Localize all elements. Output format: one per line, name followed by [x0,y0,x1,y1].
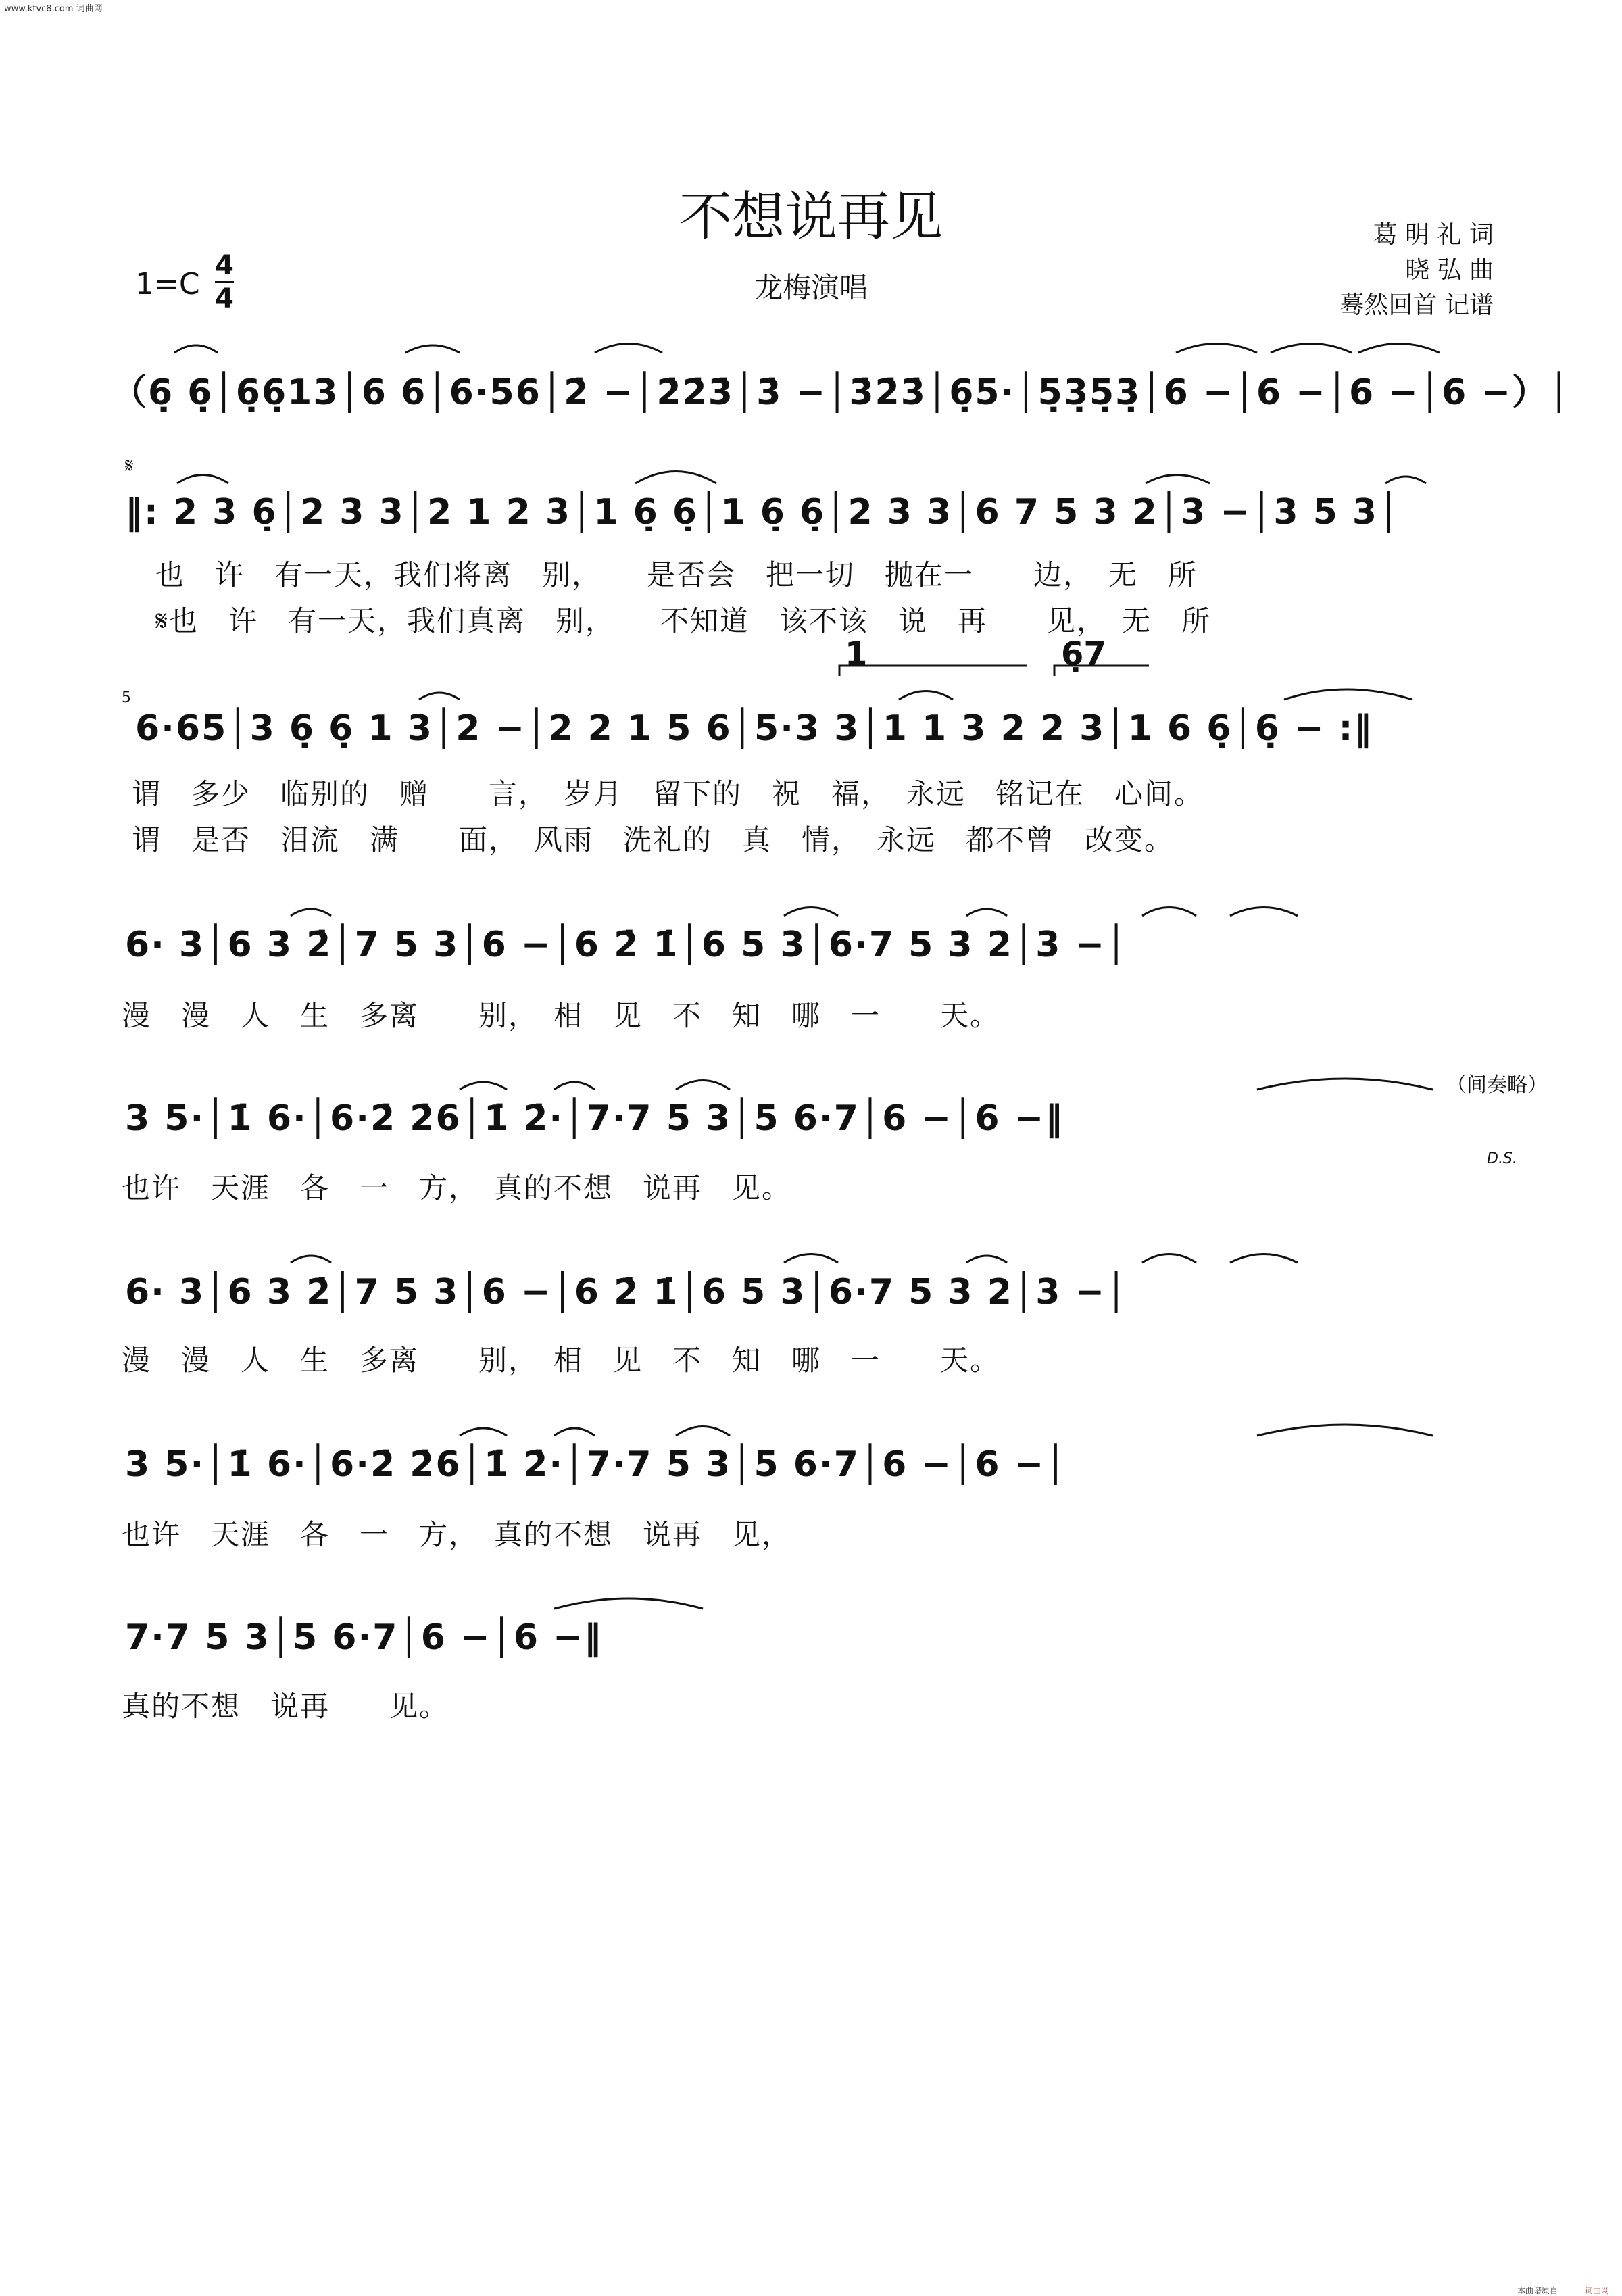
system-8-notes: 7·7 5 3│5 6·7│6 −│6 −‖ [125,1617,603,1658]
key-signature: 1=C [135,267,200,301]
slur [966,909,1007,916]
footer-source-note: 本曲谱原自 [1517,2286,1558,2295]
system-5-lyrics: 也许 天涯 各 一 方， 真的不想 说再 见。 [122,1171,792,1204]
volta-bracket-1 [839,666,1027,676]
ds-marking: D.S. [1487,1150,1517,1167]
volta-brackets [839,666,1149,676]
system-8-lyrics: 真的不想 说再 见。 [122,1690,449,1723]
system-3-lyrics-verse-1: 谓 多少 临别的 赠 言， 岁月 留下的 祝 福， 永远 铭记在 心间。 [132,777,1204,810]
system-6-lyrics: 漫 漫 人 生 多离 别， 相 见 不 知 哪 一 天。 [122,1344,1000,1377]
system-1-notes: （6̣ 6̣│6̣6̣13│6 6│6·56│2̇ −│2̇2̇3̇│3̇ −│3̇2̇3̇│6̣5·│5̣3̣5̣3̣│6 −│6 −│6 −│6 −）│ [112,372,1571,413]
slur [676,1081,730,1090]
system-3-notes: 6·65│3 6̣ 6̣ 1 3│2 −│2 2 1 5 6│5·3 3│1 1 3 2 2 3│1 6 6̣│6̣ − :‖ [135,708,1373,749]
lyricist-credit: 葛 明 礼 词 [1373,221,1494,249]
slur [406,345,460,353]
system-5-notes: 3 5·│1̇ 6·│6·2̇ 2̇6│1̇ 2̇·│7·7 5 3│5 6·7│6 −│6 −‖ [125,1098,1064,1139]
composer-credit: 晓 弘 曲 [1405,256,1494,284]
slur [554,1598,703,1609]
system-3-lyrics-verse-2: 谓 是否 泪流 满 面， 风雨 洗礼的 真 情， 永远 都不曾 改变。 [132,823,1175,856]
slur [1385,477,1426,483]
slur [554,1082,595,1090]
system-2-lyrics-verse-2: 𝄋也 许 有一天，我们真离 别， 不知道 该不该 说 再 见， 无 所 [155,604,1212,637]
volta-1-label: 1 [845,635,868,673]
slur [1146,475,1210,484]
slur [676,1427,730,1436]
system-2-lyrics-verse-1: 也 许 有一天，我们将离 别， 是否会 把一切 抛在一 边， 无 所 [155,558,1198,591]
slur [1176,344,1257,353]
volta-2-label: 6̣7 [1061,635,1106,673]
slur [1358,344,1440,353]
site-watermark: www.ktvc8.com 词曲网 [4,4,103,14]
system-4-lyrics: 漫 漫 人 生 多离 别， 相 见 不 知 哪 一 天。 [122,999,1000,1032]
system-6-notes: 6· 3│6 3 2̇│7 5 3│6 −│6 2̇ 1̇│6 5 3│6·7 5 3 2│3 −│ [125,1272,1129,1313]
singer-credit: 龙梅演唱 [754,271,868,304]
slur [1142,1254,1196,1263]
grace-note-mark: 5 [122,689,131,706]
slur [1230,1254,1298,1263]
slur [1257,1425,1433,1436]
slur [554,1428,595,1436]
interlude-note: （间奏略） [1446,1073,1548,1097]
slur [635,472,716,484]
system-7-lyrics: 也许 天涯 各 一 方， 真的不想 说再 见， [122,1518,792,1551]
slur [1284,689,1412,700]
system-2-notes: ‖: 2 3 6̣│2 3 3│2 1 2 3│1 6̣ 6̣│1 6̣ 6̣│2 3 3│6 7 5 3 2│3 −│3 5 3│ [125,492,1401,533]
slur [1230,908,1298,917]
system-7-notes: 3 5·│1̇ 6·│6·2̇ 2̇6│1̇ 2̇·│7·7 5 3│5 6·7│6 −│6 −│ [125,1444,1068,1485]
slur [1257,1079,1433,1090]
volta-bracket-2 [1054,666,1149,676]
slur [784,908,838,917]
system-4-notes: 6· 3│6 3 2̇│7 5 3│6 −│6 2̇ 1̇│6 5 3│6·7 5 3 2│3 −│ [125,925,1129,965]
slur [595,344,662,353]
slur [174,345,218,353]
slur [177,475,228,484]
slur [899,691,953,700]
slur [291,909,331,916]
slur [784,1254,838,1263]
slur [291,1256,331,1263]
time-signature-top: 4 [215,250,234,281]
song-title: 不想说再见 [679,187,943,247]
slur [1142,908,1196,917]
segno-sign: 𝄋 [125,454,134,478]
slur [460,1428,507,1436]
slur [419,693,460,700]
footer-site-logo: 词曲网 [1585,2286,1610,2295]
transcriber-credit: 蓦然回首 记谱 [1340,291,1494,319]
slur [966,1256,1007,1263]
time-signature-bottom: 4 [215,283,234,314]
slur [460,1082,507,1090]
slur [1271,344,1352,353]
